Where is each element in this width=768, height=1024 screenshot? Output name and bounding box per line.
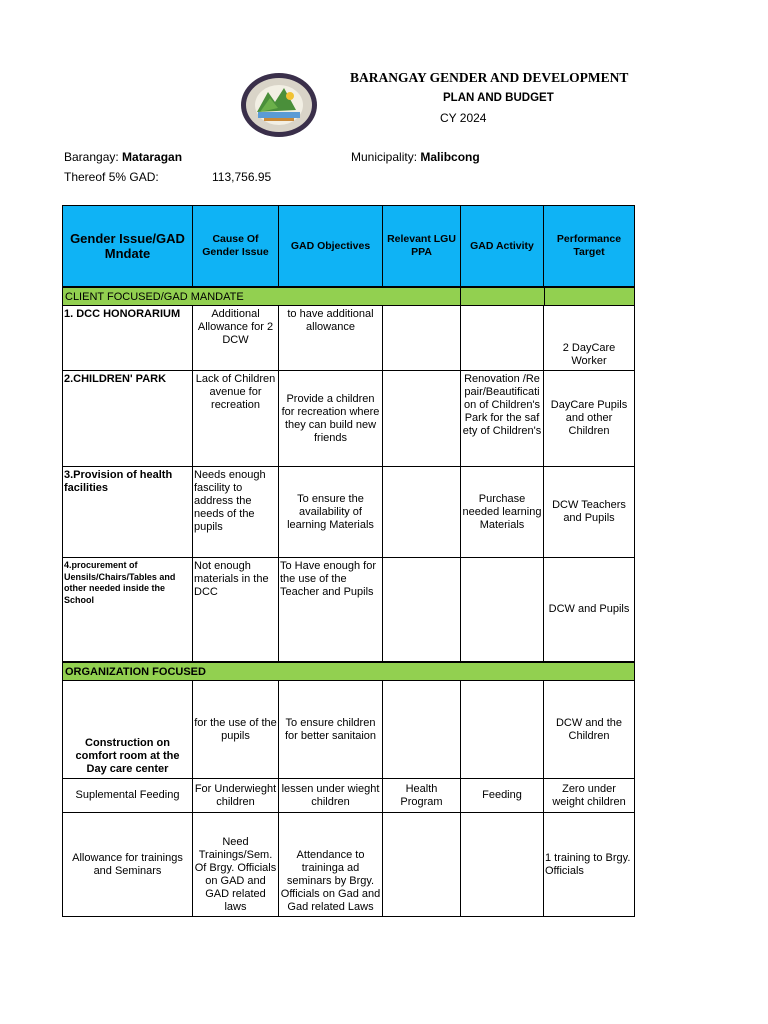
table-cell-gender-issue bbox=[62, 681, 193, 779]
barangay-seal-logo bbox=[240, 72, 318, 138]
gad-value: 113,756.95 bbox=[212, 170, 272, 184]
table-cell-objective: to have additional allowance bbox=[279, 306, 383, 371]
table-cell-cause: Needs enough fascility to address the needs of the pupils bbox=[193, 467, 279, 558]
table-cell-objective bbox=[279, 779, 383, 813]
column-header-cause: Cause Of Gender Issue bbox=[193, 205, 279, 287]
table-cell-text: Zero under weight children bbox=[552, 782, 626, 808]
table-cell-lgu-ppa bbox=[383, 306, 461, 371]
section-label-client-focused: CLIENT FOCUSED/GAD MANDATE bbox=[65, 290, 244, 303]
table-cell-activity bbox=[461, 467, 544, 558]
table-cell-text: 1 training to Brgy. Officials bbox=[545, 851, 631, 877]
table-cell-text: Health Program bbox=[400, 782, 443, 808]
table-cell-objective bbox=[279, 371, 383, 467]
municipality-label: Municipality: bbox=[351, 150, 418, 164]
table-cell-text: Purchase needed learning Materials bbox=[462, 492, 542, 531]
table-cell-text: Construction on comfort room at the Day care center bbox=[75, 737, 180, 775]
table-cell-objective bbox=[279, 467, 383, 558]
table-cell-objective bbox=[279, 813, 383, 917]
table-cell-text: Need Trainings/Sem. Of Brgy. Officials on GAD and GAD related laws bbox=[194, 836, 277, 913]
table-cell-cause bbox=[193, 681, 279, 779]
table-cell-activity bbox=[461, 813, 544, 917]
table-cell-text: Provide a children for recreation where they can build new friends bbox=[281, 392, 380, 444]
column-header-lgu-ppa: Relevant LGU PPA bbox=[383, 205, 461, 287]
table-cell-text: DayCare Pupils and other Children bbox=[550, 399, 628, 437]
column-header-gender-issue: Gender Issue/GAD Mndate bbox=[62, 205, 193, 287]
document-subtitle: PLAN AND BUDGET bbox=[443, 92, 554, 104]
table-cell-performance-target bbox=[544, 681, 635, 779]
section-band-client-focused bbox=[62, 287, 635, 306]
table-cell-activity bbox=[461, 779, 544, 813]
table-cell-gender-issue bbox=[62, 813, 193, 917]
table-cell-objective: To Have enough for the use of the Teacher and Pupils bbox=[279, 558, 383, 662]
table-cell-cause: Additional Allowance for 2 DCW bbox=[193, 306, 279, 371]
table-cell-gender-issue: 2.CHILDREN' PARK bbox=[62, 371, 193, 467]
band-divider bbox=[460, 288, 461, 305]
table-cell-performance-target bbox=[544, 467, 635, 558]
table-cell-performance-target bbox=[544, 558, 635, 662]
band-divider bbox=[544, 288, 545, 305]
table-cell-text: DCW Teachers and Pupils bbox=[552, 499, 626, 524]
table-cell-performance-target bbox=[544, 306, 635, 371]
document-year: CY 2024 bbox=[440, 111, 487, 125]
table-cell-text: lessen under wieght children bbox=[281, 782, 380, 808]
table-cell-text: To ensure the availability of learning Materials bbox=[287, 492, 374, 531]
section-band-organization-focused bbox=[62, 662, 635, 681]
table-cell-cause: Lack of Children avenue for recreation bbox=[193, 371, 279, 467]
municipality-value: Malibcong bbox=[420, 150, 480, 164]
table-cell-lgu-ppa bbox=[383, 681, 461, 779]
table-cell-text: To ensure children for better sanitaion bbox=[284, 716, 377, 742]
table-cell-lgu-ppa bbox=[383, 779, 461, 813]
table-cell-cause bbox=[193, 813, 279, 917]
table-cell-cause bbox=[193, 779, 279, 813]
table-cell-gender-issue: 4.procurement of Uensils/Chairs/Tables and other needed inside the School bbox=[62, 558, 193, 662]
table-cell-performance-target bbox=[544, 779, 635, 813]
table-cell-text: Feeding bbox=[482, 789, 522, 801]
table-cell-cause: Not enough materials in the DCC bbox=[193, 558, 279, 662]
table-cell-text: For Underwieght children bbox=[194, 782, 277, 808]
table-cell-text: Attendance to traininga ad seminars by Brgy. Officials on Gad and Gad related Laws bbox=[280, 849, 381, 913]
table-cell-activity bbox=[461, 306, 544, 371]
table-cell-lgu-ppa bbox=[383, 813, 461, 917]
barangay-label: Barangay: bbox=[64, 150, 119, 164]
barangay-value: Mataragan bbox=[122, 150, 183, 164]
table-cell-text: for the use of the pupils bbox=[194, 716, 277, 742]
table-cell-activity bbox=[461, 558, 544, 662]
column-header-activity: GAD Activity bbox=[461, 205, 544, 287]
table-cell-lgu-ppa bbox=[383, 558, 461, 662]
gad-label: Thereof 5% GAD: bbox=[64, 170, 159, 184]
table-cell-gender-issue bbox=[62, 779, 193, 813]
column-header-objectives: GAD Objectives bbox=[279, 205, 383, 287]
table-cell-performance-target bbox=[544, 371, 635, 467]
table-cell-text: DCW and Pupils bbox=[548, 603, 630, 615]
table-cell-text: Allowance for trainings and Seminars bbox=[72, 851, 183, 877]
barangay-line bbox=[64, 150, 182, 164]
table-cell-text: Suplemental Feeding bbox=[75, 789, 180, 801]
table-cell-activity bbox=[461, 681, 544, 779]
table-cell-text: 2 DayCare Worker bbox=[562, 342, 616, 367]
table-cell-lgu-ppa bbox=[383, 467, 461, 558]
column-header-performance-target: Performance Target bbox=[544, 205, 635, 287]
municipality-line bbox=[351, 150, 480, 164]
table-cell-activity: Renovation /Repair/Beautification of Children's Park for the safety of Children's bbox=[461, 371, 544, 467]
table-cell-lgu-ppa bbox=[383, 371, 461, 467]
table-cell-text: DCW and the Children bbox=[555, 716, 623, 742]
table-cell-performance-target bbox=[544, 813, 635, 917]
document-title: BARANGAY GENDER AND DEVELOPMENT bbox=[350, 70, 629, 85]
table-cell-gender-issue: 3.Provision of health facilities bbox=[62, 467, 193, 558]
table-cell-gender-issue: 1. DCC HONORARIUM bbox=[62, 306, 193, 371]
section-label-organization-focused: ORGANIZATION FOCUSED bbox=[65, 665, 206, 678]
table-cell-objective bbox=[279, 681, 383, 779]
